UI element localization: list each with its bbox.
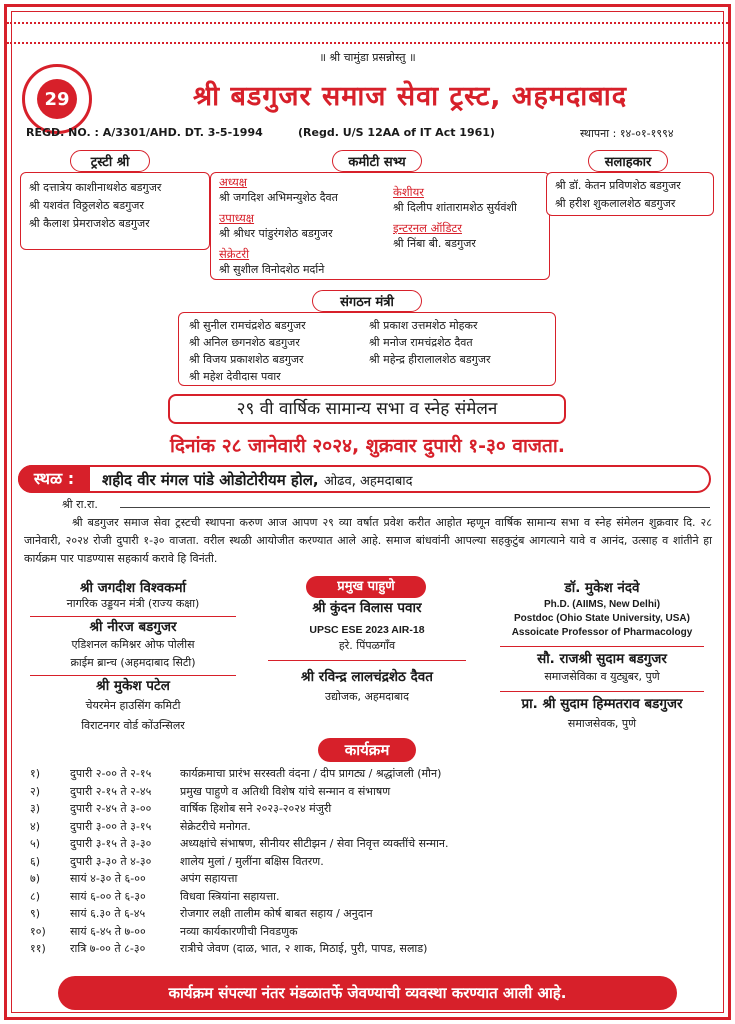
program-item-description: नव्या कार्यकारणीची निवडणुक — [180, 924, 298, 938]
trustee-name: श्री कैलाश प्रेमराजशेठ बडगुजर — [29, 217, 150, 230]
venue-name — [102, 470, 413, 490]
guest-name: श्री मुकेश पटेल — [96, 678, 170, 694]
trustee-name: श्री यशवंत विठ्ठलशेठ बडगुजर — [29, 199, 144, 212]
guest-name: श्री नीरज बडगुजर — [89, 619, 177, 635]
salutation: श्री रा.रा. — [62, 498, 98, 511]
guests-center — [262, 600, 472, 705]
program-item-time: सायं ६.३० ते ६-४५ — [70, 907, 146, 920]
organisation-member: श्री महेश देवीदास पवार — [189, 370, 281, 383]
guests-left — [24, 580, 242, 734]
guest-detail: विराटनगर वोर्ड कोंउन्सिलर — [81, 719, 185, 732]
program-item-time: दुपारी ३-१५ ते ३-३० — [70, 837, 152, 850]
guest-detail: Postdoc (Ohio State University, USA) — [514, 613, 690, 624]
guest-name: प्रा. श्री सुदाम हिम्मतराव बडगुजर — [521, 696, 683, 712]
program-item-time: दुपारी २-४५ ते ३-०० — [70, 802, 152, 815]
guest-detail: समाजसेवक, पुणे — [567, 717, 637, 730]
organisation-member: श्री मनोज रामचंद्रशेठ दैवत — [369, 336, 473, 349]
registration-number: REGD. NO. : A/3301/AHD. DT. 3-5-1994 — [26, 126, 263, 139]
program-item-number: ७) — [30, 872, 41, 885]
guest-detail: UPSC ESE 2023 AIR-18 — [309, 624, 425, 636]
program-item-number: ८) — [30, 889, 41, 903]
program-item-description: कार्यक्रमाचा प्रारंभ सरस्वती वंदना / दीप प्रागट्य / श्रद्धांजली (मौन) — [180, 767, 442, 780]
committee-role: केशीयर — [393, 185, 425, 199]
program-item-time: सायं ६-०० ते ६-३० — [70, 889, 146, 903]
guest-name: डॉ. मुकेश नंदवे — [564, 580, 640, 596]
footer-note: कार्यक्रम संपल्या नंतर मंडळातर्फे जेवण्याची व्यवस्था करण्यात आली आहे. — [58, 976, 677, 1010]
meeting-title: २९ वी वार्षिक सामान्य सभा व स्नेह संमेलन — [168, 394, 566, 424]
committee-member: श्री श्रीधर पांडुरंगशेठ बडगुजर — [219, 227, 333, 240]
trustees-box — [20, 172, 210, 250]
committee-box — [210, 172, 550, 280]
organisation-member: श्री अनिल छगनशेठ बडगुजर — [189, 336, 300, 349]
program-item-description: प्रमुख पाहुणे व अतिथी विशेष यांचे सन्मान व संभाषण — [180, 784, 391, 798]
program-item-time: सायं ६-४५ ते ७-०० — [70, 924, 146, 938]
organisation-member: श्री सुनील रामचंद्रशेठ बडगुजर — [189, 319, 306, 332]
program-item-number: ६) — [30, 854, 41, 868]
registration-12aa: (Regd. U/S 12AA of IT Act 1961) — [298, 126, 495, 139]
organisation-member: श्री प्रकाश उत्तमशेठ मोहकर — [369, 319, 478, 332]
guest-detail: Ph.D. (AIIMS, New Delhi) — [543, 599, 661, 610]
venue-hall: शहीद वीर मंगल पांडे ओडोटोरीयम होल, — [102, 471, 319, 489]
program-item-description: अपंग सहायत्ता — [180, 872, 238, 885]
guest-detail: हरे. पिंपळगाँव — [338, 639, 396, 652]
program-item-number: १) — [30, 767, 41, 780]
guest-detail: समाजसेविका व युट्युबर, पुणे — [544, 670, 660, 683]
committee-role: अध्यक्ष — [219, 175, 248, 189]
guest-name: सौ. राजश्री सुदाम बडगुजर — [537, 651, 667, 667]
committee-role: इन्टरनल ऑडिटर — [393, 221, 462, 235]
committee-member: श्री सुशील विनोदशेठ मर्दाने — [219, 263, 325, 276]
program-item-description: रोजगार लक्षी तालीम कोर्ष बाबत सहाय / अनुदान — [180, 907, 373, 920]
organisation-member: श्री विजय प्रकाशशेठ बडगुजर — [189, 353, 304, 366]
program-item-description: सेक्रेटरीचे मनोगत. — [180, 819, 251, 833]
program-item-time: रात्रि ७-०० ते ८-३० — [70, 942, 146, 955]
program-item-time: दुपारी ३-०० ते ३-१५ — [70, 819, 152, 833]
venue-place: ओढव, अहमदाबाद — [323, 474, 413, 489]
program-item-description: रात्रीचे जेवण (दाळ, भात, २ शाक, मिठाई, पुरी, पापड, सलाड) — [180, 942, 428, 955]
guest-detail: Assoicate Professor of Pharmacology — [511, 627, 693, 638]
top-ornament-border-2 — [7, 42, 728, 48]
establishment-date: स्थापना : १४-०१-१९९४ — [580, 127, 674, 140]
program-item-description: शालेय मुलां / मुलींना बक्षिस वितरण. — [180, 854, 324, 868]
trustees-label: ट्रस्टी श्री — [70, 150, 150, 172]
salutation-line — [120, 507, 710, 508]
program-item-number: १०) — [30, 924, 46, 938]
meeting-date: दिनांक २८ जानेवारी २०२४, शुक्रवार दुपारी १-३० वाजता. — [170, 435, 565, 457]
advisors-box — [546, 172, 714, 216]
program-item-description: अध्यक्षांचे संभाषण, सीनीयर सीटीझन / सेवा निवृत्त व्यक्तींचे सन्मान. — [180, 837, 449, 850]
committee-role: उपाध्यक्ष — [219, 211, 255, 225]
guests-right — [494, 580, 710, 732]
program-item-number: ५) — [30, 837, 41, 850]
program-item-description: वार्षिक हिशोब सने २०२३-२०२४ मंजुरी — [180, 802, 332, 815]
committee-label: कमीटी सभ्य — [332, 150, 422, 172]
invitation-text: श्री बडगुजर समाज सेवा ट्रस्टची स्थापना करुण आज आपण २९ व्या वर्षात प्रवेश करीत आहोत म्हणून वार्षिक सामान्य सभा व स्नेह संमेलन शुक्रवार दि. २८ जानेवारी, २०२४ रोजी दुपारी १-३० वाजता. वरील स्थळी आयोजीत करण्यात आले आहे. समाज बांधवांनी आपल्या सहकुटुंब आगत्याने यावे व आनंद, उत्साह व शांतीने हा कार्यक्रम पार पाडण्यास सहकार्य करावे हि विनंती. — [24, 516, 712, 565]
guest-name: श्री कुंदन विलास पवार — [312, 600, 422, 616]
committee-member: श्री जगदिश अभिमन्युशेठ दैवत — [219, 191, 338, 204]
program-item-number: ९) — [30, 907, 41, 920]
organisation-member: श्री महेन्द्र हीरालालशेठ बडगुजर — [369, 353, 491, 366]
organisation-label: संगठन मंत्री — [312, 290, 422, 312]
program-item-description: विधवा स्त्रियांना सहायत्ता. — [180, 889, 280, 903]
program-item-time: दुपारी ३-३० ते ४-३० — [70, 854, 152, 868]
committee-member: श्री निंबा बी. बडगुजर — [393, 237, 476, 250]
program-item-number: ४) — [30, 819, 41, 833]
program-label: कार्यक्रम — [318, 738, 416, 762]
advisor-name: श्री डॉ. केतन प्रविणशेठ बडगुजर — [555, 179, 681, 192]
venue-tag: स्थळ : — [18, 465, 90, 493]
invocation-text: ॥ श्री चामुंडा प्रसन्नोस्तु ॥ — [319, 51, 416, 64]
trustee-name: श्री दत्तात्रेय काशीनाथशेठ बडगुजर — [29, 181, 162, 194]
committee-role: सेक्रेटरी — [219, 247, 250, 261]
logo-number: 29 — [37, 79, 77, 119]
program-item-time: दुपारी २-१५ ते २-४५ — [70, 784, 152, 798]
advisors-label: सलाहकार — [588, 150, 668, 172]
program-item-time: सायं ४-३० ते ६-०० — [70, 872, 146, 885]
guest-detail: क्राईम ब्रान्च (अहमदाबाद सिटी) — [70, 656, 196, 669]
trust-title: श्री बडगुजर समाज सेवा ट्रस्ट, अहमदाबाद — [192, 81, 628, 112]
guest-name: श्री रविन्द्र लालचंद्रशेठ दैवत — [301, 669, 433, 685]
guest-detail: उद्योजक, अहमदाबाद — [325, 690, 409, 703]
trust-logo — [22, 64, 92, 134]
guest-detail: एडिशनल कमिश्नर ओफ पोलीस — [71, 638, 195, 651]
guest-name: श्री जगदीश विश्वकर्मा — [79, 580, 187, 596]
program-item-number: ११) — [30, 942, 46, 955]
program-item-number: २) — [30, 784, 41, 798]
program-item-time: दुपारी २-०० ते २-१५ — [70, 767, 152, 780]
guest-detail: नागरिक उड्डयन मंत्री (राज्य कक्षा) — [66, 597, 200, 610]
committee-member: श्री दिलीप शांतारामशेठ सुर्यवंशी — [393, 201, 517, 214]
guest-detail: चेयरमेन हाउसिंग कमिटी — [85, 699, 181, 712]
program-item-number: ३) — [30, 802, 41, 815]
chief-guests-label: प्रमुख पाहुणे — [306, 576, 426, 598]
top-ornament-border — [7, 22, 728, 28]
organisation-box — [178, 312, 556, 386]
advisor-name: श्री हरीश शुकलालशेठ बडगुजर — [555, 197, 676, 210]
